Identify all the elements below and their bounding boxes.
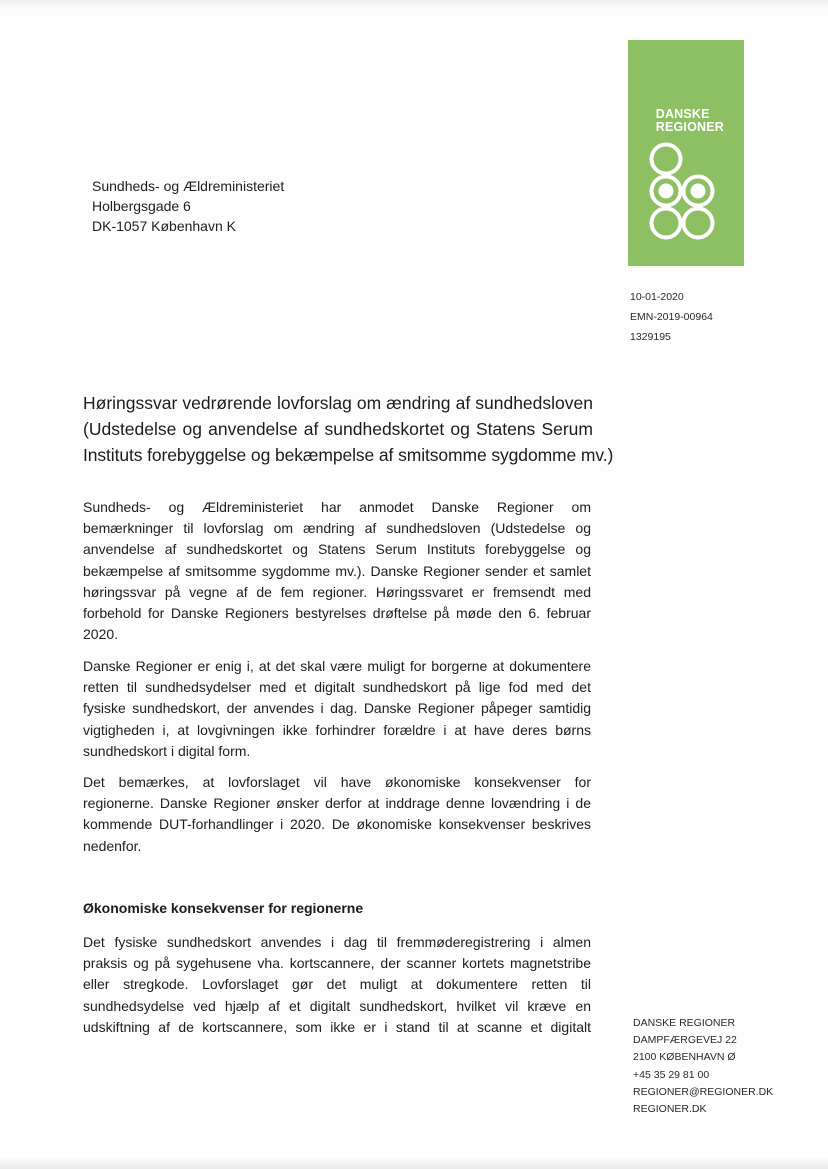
body-paragraph xyxy=(83,656,591,762)
paragraph-line: fysiske sundhedskort, der anvendes i dag. Danske Regioner påpeger samtidig xyxy=(83,700,591,717)
paragraph-line: vigtigheden i, at lovgivningen ikke forhindrer forældre i at have deres børns xyxy=(83,721,591,738)
paragraph-line: anvendelse af sundhedskortet og Statens Serum Instituts forebyggelse og xyxy=(83,541,591,558)
paragraph-line: sundhedskort i digital form. xyxy=(83,742,251,759)
paragraph-line: udskiftning af de kortscannere, som ikke er i stand til at scanne et digitalt xyxy=(83,1018,591,1035)
paragraph-line: sundhedsydelse ved hjælp af et digitalt sundhedskort, hvilket vil kræve en xyxy=(83,997,591,1014)
ring-bottom-left xyxy=(652,209,681,238)
logo-word-1: DANSKE xyxy=(655,107,710,121)
body-paragraph xyxy=(83,932,591,1038)
paragraph-line: eller stregkode. Lovforslaget gør det muligt at dokumentere retten til xyxy=(83,976,591,993)
recipient-address xyxy=(92,176,284,236)
paragraph-line: 2020. xyxy=(83,626,119,643)
sender-address xyxy=(633,1015,773,1118)
sender-city: 2100 KØBENHAVN Ø xyxy=(633,1051,736,1064)
paragraph-line: kommende DUT-forhandlinger i 2020. De økonomiske konsekvenser beskrives xyxy=(83,816,591,833)
page-bottom-edge xyxy=(0,1157,828,1169)
body-paragraph xyxy=(83,772,591,857)
section-heading: Økonomiske konsekvenser for regionerne xyxy=(83,900,364,916)
page-top-edge xyxy=(0,0,828,10)
sender-phone: +45 35 29 81 00 xyxy=(633,1068,710,1081)
paragraph-line: regionerne. Danske Regioner ønsker derfor at inddrage denne lovændring i de xyxy=(83,795,591,812)
logo-word-2: REGIONER xyxy=(655,120,724,134)
paragraph-line: høringssvar på vegne af de fem regioner. Høringssvaret er fremsendt med xyxy=(83,583,591,600)
paragraph-line: bekæmpelse af smitsomme sygdomme mv.). Danske Regioner sender et samlet xyxy=(83,562,591,579)
title-line: Høringssvar vedrørende lovforslag om ændring af sundhedsloven xyxy=(83,393,593,413)
ring-bottom-right xyxy=(684,209,713,238)
title-line: (Udstedelse og anvendelse af sundhedskortet og Statens Serum xyxy=(83,419,593,439)
paragraph-line: Danske Regioner er enig i, at det skal være muligt for borgerne at dokumentere xyxy=(83,658,591,674)
ring-top-left xyxy=(652,145,681,174)
sender-street: DAMPFÆRGEVEJ 22 xyxy=(633,1034,737,1047)
paragraph-line: nedenfor. xyxy=(83,837,142,854)
paragraph-line: bemærkninger til lovforslag om ændring af sundhedsloven (Udstedelse og xyxy=(83,520,591,537)
sender-website: REGIONER.DK xyxy=(633,1103,707,1116)
document-number: 1329195 xyxy=(630,331,671,343)
reference-block xyxy=(630,287,713,347)
paragraph-line: Sundheds- og Ældreministeriet har anmodet Danske Regioner om xyxy=(83,499,591,515)
rings-logo-icon xyxy=(628,40,744,266)
paragraph-line: retten til sundhedsydelser med et digitalt sundhedskort på lige fod med det xyxy=(83,679,591,696)
recipient-city: DK-1057 København K xyxy=(92,218,236,234)
document-date: 10-01-2020 xyxy=(630,291,684,303)
paragraph-line: forbehold for Danske Regioners bestyrelses drøftelse på møde den 6. februar xyxy=(83,605,591,622)
document-title xyxy=(83,390,614,468)
paragraph-line: Det fysiske sundhedskort anvendes i dag til fremmøderegistrering i almen xyxy=(83,934,591,950)
sender-email: REGIONER@REGIONER.DK xyxy=(633,1085,774,1098)
recipient-name: Sundheds- og Ældreministeriet xyxy=(92,178,285,194)
paragraph-line: praksis og på sygehusene vha. kortscannere, der scanner kortets magnetstribe xyxy=(83,955,591,972)
title-line: Instituts forebyggelse og bekæmpelse af smitsomme sygdomme mv.) xyxy=(83,445,614,465)
body-paragraph xyxy=(83,497,591,645)
danske-regioner-logo xyxy=(628,40,744,266)
recipient-street: Holbergsgade 6 xyxy=(92,198,191,214)
sender-name: DANSKE REGIONER xyxy=(633,1017,736,1029)
case-number: EMN-2019-00964 xyxy=(630,311,713,323)
paragraph-line: Det bemærkes, at lovforslaget vil have økonomiske konsekvenser for xyxy=(83,774,591,790)
